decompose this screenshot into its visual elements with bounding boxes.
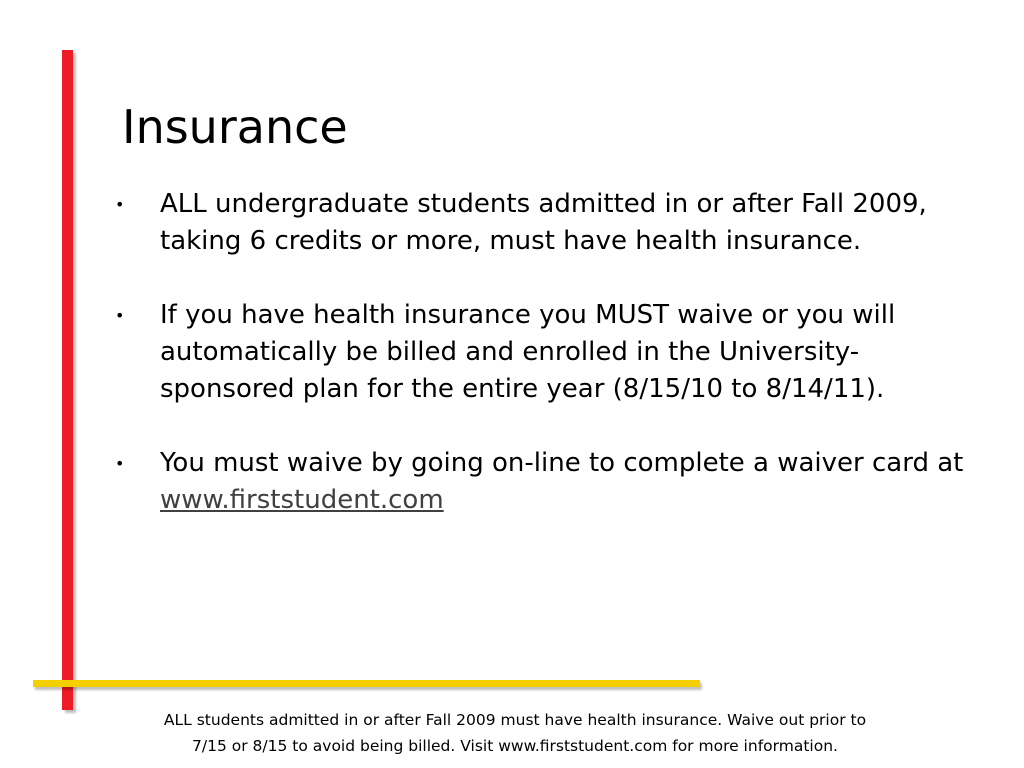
bullet-item: [115, 186, 975, 260]
bullet-icon: •: [115, 454, 125, 473]
bullet-list: [115, 186, 975, 556]
slide-title: Insurance: [122, 100, 348, 154]
bullet-icon: •: [115, 306, 125, 325]
footer-line-1: ALL students admitted in or after Fall 2009 must have health insurance. Waive out prior to: [163, 711, 867, 729]
red-accent-bar: [62, 50, 73, 710]
bullet-item: [115, 445, 975, 519]
bullet-item: [115, 297, 975, 408]
yellow-accent-bar: [33, 680, 700, 687]
bullet-text: If you have health insurance you MUST waive or you will automatically be billed and enrolled in the University-sponsored plan for the entire year (8/15/10 to 8/14/11).: [160, 300, 896, 404]
bullet-text: You must waive by going on-line to complete a waiver card at: [160, 448, 964, 478]
bullet-icon: •: [115, 195, 125, 214]
bullet-text: ALL undergraduate students admitted in or after Fall 2009, taking 6 credits or more, must have health insurance.: [160, 189, 927, 256]
footer-note: [80, 707, 950, 759]
footer-line-2: 7/15 or 8/15 to avoid being billed. Visit www.firststudent.com for more information.: [192, 737, 838, 755]
firststudent-link[interactable]: www.firststudent.com: [160, 485, 444, 515]
